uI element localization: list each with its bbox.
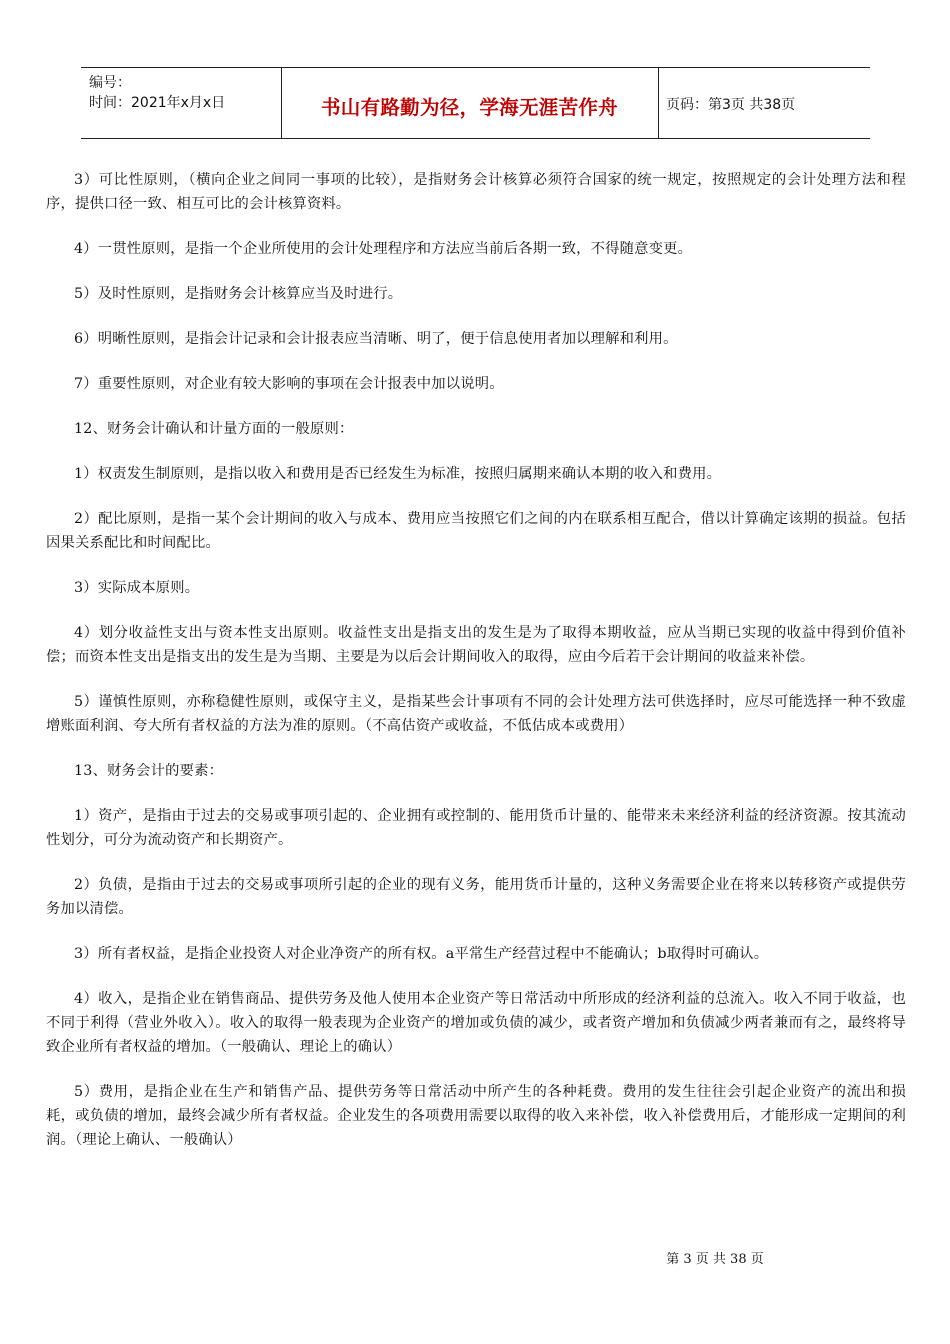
paragraph: 4）收入，是指企业在销售商品、提供劳务及他人使用本企业资产等日常活动中所形成的经济利益的总流入。收入不同于收益，也不同于利得（营业外收入）。收入的取得一般表现为企业资产的增加或负债的减少，或者资产增加和负债减少两者兼而有之，最终将导致企业所有者权益的增加。（一般确认、理论上的确认） [46, 991, 906, 1055]
paragraph: 5）及时性原则，是指财务会计核算应当及时进行。 [74, 286, 403, 302]
document-body [46, 168, 906, 1173]
section-heading: 13、财务会计的要素： [74, 763, 224, 779]
header-motto-cell [281, 68, 659, 138]
paragraph: 7）重要性原则，对企业有较大影响的事项在会计报表中加以说明。 [74, 376, 504, 392]
header-page-number: 页码：第3页 共38页 [666, 97, 796, 113]
paragraph: 3）可比性原则，（横向企业之间同一事项的比较），是指财务会计核算必须符合国家的统一规定，按照规定的会计处理方法和程序，提供口径一致、相互可比的会计核算资料。 [46, 172, 906, 212]
paragraph: 1）资产，是指由于过去的交易或事项引起的、企业拥有或控制的、能用货币计量的、能带来未来经济利益的经济资源。按其流动性划分，可分为流动资产和长期资产。 [46, 808, 906, 848]
paragraph: 3）实际成本原则。 [74, 580, 200, 596]
paragraph: 4）一贯性原则，是指一个企业所使用的会计处理程序和方法应当前后各期一致，不得随意变更。 [74, 241, 693, 257]
date-label: 时间：2021年x月x日 [89, 95, 226, 111]
serial-number-label: 编号： [89, 75, 131, 91]
page-footer: 第 3 页 共 38 页 [666, 1252, 764, 1267]
document-header [81, 67, 870, 139]
paragraph: 2）负债，是指由于过去的交易或事项所引起的企业的现有义务，能用货币计量的，这种义务需要企业在将来以转移资产或提供劳务加以清偿。 [46, 877, 906, 917]
paragraph: 5）谨慎性原则，亦称稳健性原则，或保守主义，是指某些会计事项有不同的会计处理方法可供选择时，应尽可能选择一种不致虚增账面利润、夸大所有者权益的方法为准的原则。（不高估资产或收益，不低估成本或费用） [46, 694, 906, 734]
paragraph: 2）配比原则，是指一某个会计期间的收入与成本、费用应当按照它们之间的内在联系相互配合，借以计算确定该期的损益。包括因果关系配比和时间配比。 [46, 511, 906, 551]
header-motto: 书山有路勤为径，学海无涯苦作舟 [320, 96, 618, 119]
paragraph: 1）权责发生制原则，是指以收入和费用是否已经发生为标准，按照归属期来确认本期的收入和费用。 [74, 466, 722, 482]
header-page-cell [658, 68, 870, 138]
paragraph: 5）费用，是指企业在生产和销售产品、提供劳务等日常活动中所产生的各种耗费。费用的发生往往会引起企业资产的流出和损耗，或负债的增加，最终会减少所有者权益。企业发生的各项费用需要以取得的收入来补偿，收入补偿费用后，才能形成一定期间的利润。（理论上确认、一般确认） [46, 1084, 906, 1148]
header-meta-cell [81, 68, 282, 138]
paragraph: 3）所有者权益，是指企业投资人对企业净资产的所有权。a平常生产经营过程中不能确认；b取得时可确认。 [74, 946, 769, 962]
paragraph: 6）明晰性原则，是指会计记录和会计报表应当清晰、明了，便于信息使用者加以理解和利用。 [74, 331, 678, 347]
paragraph: 4）划分收益性支出与资本性支出原则。收益性支出是指支出的发生是为了取得本期收益，应从当期已实现的收益中得到价值补偿；而资本性支出是指支出的发生是为当期、主要是为以后会计期间收入的取得，应由今后若干会计期间的收益来补偿。 [46, 625, 906, 665]
section-heading: 12、财务会计确认和计量方面的一般原则： [74, 421, 354, 437]
